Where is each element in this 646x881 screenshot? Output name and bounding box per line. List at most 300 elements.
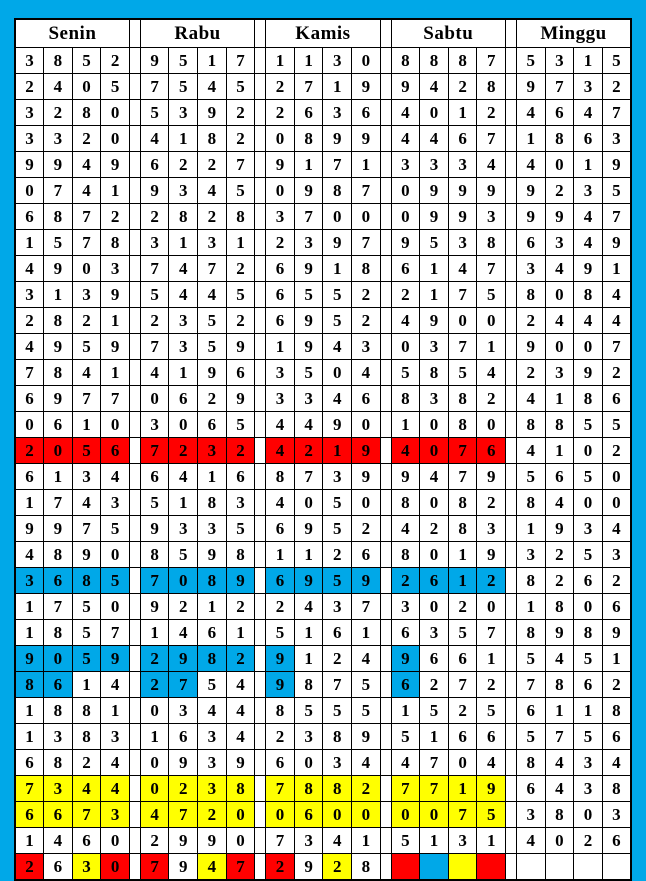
table-row [15,308,631,334]
digit-cell: 4 [140,126,169,152]
digit-cell: 4 [574,230,603,256]
digit-cell: 2 [477,490,506,516]
group-separator [506,490,517,516]
digit-cell: 3 [602,802,631,828]
digit-cell: 8 [198,126,227,152]
table-row [15,620,631,646]
digit-cell: 8 [323,724,352,750]
table-row [15,360,631,386]
digit-cell: 1 [44,282,73,308]
digit-cell: 3 [169,308,198,334]
digit-cell: 5 [323,516,352,542]
digit-cell: 2 [198,152,227,178]
digit-cell: 2 [602,438,631,464]
digit-cell: 3 [140,230,169,256]
digit-cell: 5 [602,412,631,438]
group-separator [129,568,140,594]
digit-cell: 1 [294,48,323,74]
digit-cell: 7 [420,776,449,802]
digit-cell: 2 [15,74,44,100]
digit-cell: 5 [448,360,477,386]
group-separator [129,672,140,698]
digit-cell: 9 [44,152,73,178]
digit-cell: 8 [448,386,477,412]
digit-cell: 3 [15,282,44,308]
digit-cell: 3 [323,464,352,490]
group-separator [506,750,517,776]
digit-cell: 1 [391,698,420,724]
digit-cell: 7 [198,256,227,282]
digit-cell: 9 [352,568,381,594]
digit-cell: 5 [477,698,506,724]
digit-cell: 7 [72,386,101,412]
group-separator [255,204,266,230]
group-separator [380,438,391,464]
digit-cell: 0 [420,412,449,438]
digit-cell: 7 [448,672,477,698]
digit-cell: 6 [198,620,227,646]
digit-cell: 1 [545,438,574,464]
digit-cell: 3 [198,516,227,542]
digit-cell: 4 [517,100,546,126]
digit-cell: 0 [602,490,631,516]
digit-cell: 8 [266,464,295,490]
digit-cell: 5 [323,490,352,516]
group-separator [380,828,391,854]
digit-cell: 7 [352,594,381,620]
digit-cell: 6 [72,828,101,854]
digit-cell: 2 [391,282,420,308]
digit-cell: 3 [101,724,130,750]
digit-cell: 3 [420,620,449,646]
digit-cell: 5 [352,672,381,698]
digit-cell: 6 [44,568,73,594]
digit-cell: 9 [517,204,546,230]
digit-cell: 3 [323,100,352,126]
table-row [15,854,631,881]
group-separator [129,750,140,776]
digit-cell: 5 [72,334,101,360]
digit-cell: 6 [101,438,130,464]
table-row [15,568,631,594]
digit-cell: 9 [517,178,546,204]
digit-cell: 5 [602,178,631,204]
digit-cell: 3 [198,438,227,464]
digit-cell: 6 [198,412,227,438]
digit-cell: 7 [101,620,130,646]
digit-cell: 1 [294,542,323,568]
digit-cell: 8 [44,308,73,334]
digit-cell: 6 [574,126,603,152]
digit-cell: 9 [44,386,73,412]
digit-cell: 6 [226,360,255,386]
digit-cell: 8 [198,490,227,516]
digit-cell: 2 [15,438,44,464]
digit-cell: 6 [44,672,73,698]
group-separator [380,48,391,74]
digit-cell: 5 [323,308,352,334]
digit-cell: 9 [44,516,73,542]
digit-cell: 4 [72,178,101,204]
digit-cell: 8 [545,672,574,698]
digit-cell: 7 [15,776,44,802]
digit-cell: 5 [477,802,506,828]
digit-cell: 9 [140,178,169,204]
digit-cell: 9 [169,646,198,672]
digit-cell: 8 [448,48,477,74]
digit-cell: 5 [101,74,130,100]
digit-cell: 4 [352,360,381,386]
digit-cell: 7 [602,204,631,230]
digit-cell: 9 [226,568,255,594]
digit-cell: 1 [477,828,506,854]
digit-cell: 6 [140,464,169,490]
digit-cell: 9 [391,464,420,490]
digit-cell: 7 [323,672,352,698]
digit-cell: 4 [101,672,130,698]
digit-cell: 0 [266,126,295,152]
digit-cell: 0 [169,568,198,594]
digit-cell: 7 [477,126,506,152]
digit-cell: 6 [352,100,381,126]
digit-cell: 1 [602,646,631,672]
digit-cell: 5 [140,100,169,126]
digit-cell: 5 [294,698,323,724]
digit-cell: 2 [72,308,101,334]
group-separator [255,828,266,854]
digit-cell: 6 [545,100,574,126]
digit-cell: 0 [545,282,574,308]
digit-cell: 4 [266,490,295,516]
digit-cell: 9 [477,178,506,204]
digit-cell: 7 [448,802,477,828]
digit-cell: 9 [294,334,323,360]
digit-cell: 4 [602,282,631,308]
digit-cell: 3 [15,48,44,74]
digit-cell: 4 [420,126,449,152]
table-row [15,100,631,126]
digit-cell: 9 [602,230,631,256]
digit-cell: 0 [266,178,295,204]
digit-cell: 2 [169,776,198,802]
digit-cell: 6 [545,464,574,490]
digit-cell: 4 [15,542,44,568]
digit-cell: 4 [391,516,420,542]
digit-cell: 4 [545,308,574,334]
digit-cell: 4 [72,152,101,178]
digit-cell: 2 [198,386,227,412]
group-separator [506,126,517,152]
digit-cell: 4 [545,256,574,282]
digit-cell: 2 [226,256,255,282]
digit-cell: 5 [72,620,101,646]
digit-cell: 0 [420,100,449,126]
digit-cell: 4 [72,490,101,516]
digit-cell: 9 [574,256,603,282]
group-separator [380,646,391,672]
digit-cell: 4 [226,672,255,698]
digit-cell: 9 [15,152,44,178]
digit-cell: 2 [352,516,381,542]
digit-cell: 4 [101,750,130,776]
digit-cell: 3 [294,386,323,412]
digit-cell: 8 [391,386,420,412]
digit-cell: 1 [101,360,130,386]
group-separator [129,126,140,152]
digit-cell: 9 [101,282,130,308]
digit-cell: 4 [391,100,420,126]
digit-cell: 4 [602,308,631,334]
digit-cell: 2 [140,672,169,698]
digit-cell: 1 [266,542,295,568]
digit-cell: 9 [101,334,130,360]
digit-cell: 2 [226,126,255,152]
digit-cell: 9 [448,204,477,230]
digit-cell: 4 [198,854,227,881]
digit-cell: 9 [266,646,295,672]
digit-cell: 2 [323,646,352,672]
digit-cell: 5 [294,360,323,386]
group-separator [129,178,140,204]
group-separator [506,854,517,881]
group-separator [129,542,140,568]
digit-cell: 7 [448,334,477,360]
digit-cell: 5 [198,672,227,698]
digit-cell: 7 [44,594,73,620]
digit-cell: 3 [545,48,574,74]
group-separator [380,334,391,360]
group-separator [380,672,391,698]
digit-cell: 1 [226,620,255,646]
digit-cell: 4 [391,308,420,334]
digit-cell: 5 [574,724,603,750]
digit-cell: 2 [602,568,631,594]
digit-cell: 5 [198,308,227,334]
group-separator [129,802,140,828]
digit-cell: 4 [15,256,44,282]
digit-cell: 2 [352,776,381,802]
group-separator [255,542,266,568]
digit-cell: 7 [169,802,198,828]
digit-cell: 5 [517,724,546,750]
group-separator [129,776,140,802]
group-separator [255,802,266,828]
digit-cell: 8 [420,48,449,74]
group-separator [506,568,517,594]
digit-cell: 2 [198,802,227,828]
digit-cell: 9 [352,724,381,750]
digit-cell: 1 [15,724,44,750]
digit-cell: 3 [198,724,227,750]
digit-cell: 4 [477,152,506,178]
group-separator [506,542,517,568]
digit-cell: 2 [169,594,198,620]
group-separator [380,802,391,828]
digit-cell: 6 [448,724,477,750]
digit-cell: 8 [448,490,477,516]
digit-cell: 6 [602,386,631,412]
group-separator [129,152,140,178]
digit-cell: 3 [198,230,227,256]
digit-cell: 2 [574,828,603,854]
digit-cell [517,854,546,881]
digit-cell: 2 [323,542,352,568]
digit-cell: 3 [169,516,198,542]
digit-cell: 1 [140,724,169,750]
digit-cell: 2 [140,646,169,672]
digit-cell: 6 [391,672,420,698]
digit-cell: 4 [266,412,295,438]
digit-cell: 1 [15,620,44,646]
digit-cell: 7 [15,360,44,386]
group-separator [255,126,266,152]
digit-cell: 0 [226,828,255,854]
digit-cell: 5 [169,542,198,568]
group-separator [506,776,517,802]
digit-cell: 9 [602,620,631,646]
digit-cell: 0 [266,802,295,828]
digit-cell: 0 [391,334,420,360]
group-separator [506,672,517,698]
digit-cell: 1 [477,334,506,360]
digit-cell [602,854,631,881]
group-separator [380,256,391,282]
group-separator [380,568,391,594]
digit-cell: 2 [101,48,130,74]
digit-cell: 2 [226,438,255,464]
group-separator [255,334,266,360]
digit-cell: 3 [420,334,449,360]
table-row [15,516,631,542]
group-separator [506,516,517,542]
digit-cell: 7 [545,724,574,750]
digit-cell: 4 [352,750,381,776]
digit-cell: 7 [226,48,255,74]
digit-cell: 8 [44,542,73,568]
table-row [15,386,631,412]
digit-cell: 3 [448,828,477,854]
digit-cell: 8 [72,568,101,594]
digit-cell: 9 [420,204,449,230]
digit-cell: 2 [266,854,295,881]
digit-cell: 9 [391,646,420,672]
digit-cell: 3 [294,724,323,750]
table-row [15,282,631,308]
digit-cell: 3 [15,568,44,594]
digit-cell: 2 [352,282,381,308]
digit-cell: 9 [323,230,352,256]
digit-cell: 1 [15,230,44,256]
digit-cell: 1 [72,672,101,698]
header-separator-4 [506,19,517,48]
group-separator [506,230,517,256]
digit-cell: 1 [15,490,44,516]
group-separator [255,412,266,438]
digit-cell: 4 [44,74,73,100]
group-separator [129,490,140,516]
header-separator-1 [129,19,140,48]
digit-cell: 2 [226,594,255,620]
digit-cell: 2 [198,204,227,230]
digit-cell: 2 [602,672,631,698]
digit-cell: 6 [517,230,546,256]
digit-cell: 9 [266,152,295,178]
digit-cell: 2 [15,854,44,881]
digit-cell: 8 [517,490,546,516]
digit-cell: 0 [420,542,449,568]
group-separator [255,282,266,308]
digit-cell: 9 [294,308,323,334]
digit-cell: 0 [294,490,323,516]
group-separator [129,594,140,620]
digit-cell: 5 [226,282,255,308]
group-separator [380,620,391,646]
table-row [15,802,631,828]
digit-cell: 4 [169,256,198,282]
digit-cell: 0 [101,412,130,438]
digit-cell: 6 [602,594,631,620]
digit-cell: 1 [44,464,73,490]
table-row [15,256,631,282]
digit-cell: 0 [323,802,352,828]
digit-cell: 3 [574,74,603,100]
digit-cell: 2 [420,672,449,698]
group-separator [129,412,140,438]
digit-cell: 4 [72,776,101,802]
digit-cell: 3 [169,698,198,724]
table-body [15,48,631,881]
header-separator-3 [380,19,391,48]
digit-cell: 7 [294,464,323,490]
digit-cell: 0 [420,802,449,828]
digit-cell: 8 [44,698,73,724]
digit-cell: 0 [545,334,574,360]
digit-cell: 3 [15,100,44,126]
group-separator [129,438,140,464]
digit-cell: 6 [477,724,506,750]
digit-cell [477,854,506,881]
digit-cell: 3 [44,126,73,152]
digit-cell: 8 [44,48,73,74]
digit-cell: 8 [477,230,506,256]
digit-cell: 9 [477,464,506,490]
digit-cell: 0 [72,74,101,100]
group-separator [129,646,140,672]
digit-cell: 8 [226,776,255,802]
digit-cell: 1 [545,698,574,724]
digit-cell: 1 [140,620,169,646]
digit-cell: 0 [420,594,449,620]
digit-cell: 3 [198,776,227,802]
digit-cell: 2 [169,438,198,464]
digit-cell: 7 [72,204,101,230]
digit-cell: 0 [352,802,381,828]
digit-cell: 9 [545,204,574,230]
digit-cell: 4 [602,516,631,542]
digit-cell: 0 [574,490,603,516]
digit-cell: 4 [517,386,546,412]
group-separator [129,620,140,646]
digit-cell: 4 [574,308,603,334]
digit-cell: 1 [517,594,546,620]
digit-cell: 3 [169,334,198,360]
digit-cell: 8 [574,386,603,412]
digit-cell: 1 [294,620,323,646]
group-separator [380,490,391,516]
digit-cell: 6 [352,386,381,412]
group-separator [255,464,266,490]
digit-cell: 7 [226,152,255,178]
